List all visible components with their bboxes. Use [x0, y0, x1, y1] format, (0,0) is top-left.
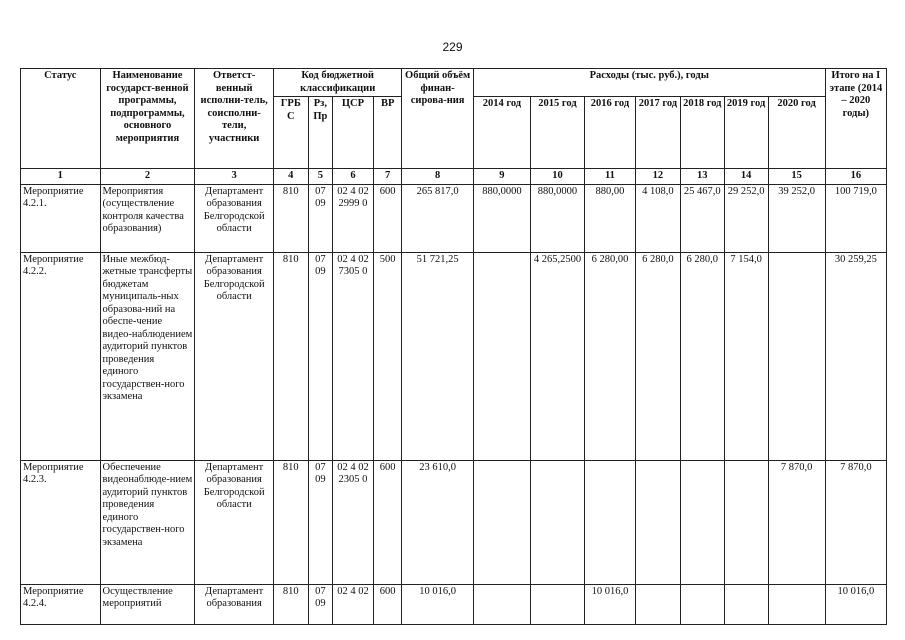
- header-status: Статус: [21, 69, 101, 169]
- page-number: 229: [442, 40, 463, 54]
- row-2016: 10 016,0: [584, 584, 635, 624]
- row-2014: [473, 252, 530, 460]
- row-2019: [724, 584, 768, 624]
- row-name: Обеспечение видеонаблюде-нием аудиторий пунктов проведения единого государствен-ного экзамена: [100, 460, 195, 584]
- row-2018: 6 280,0: [680, 252, 724, 460]
- column-number: 4: [273, 169, 308, 185]
- header-rzpr: Рз, Пр: [308, 97, 332, 169]
- row-grbs: 810: [273, 184, 308, 252]
- column-number: 12: [635, 169, 680, 185]
- row-responsible: Департамент образования Белгородской области: [195, 460, 274, 584]
- table-row: [21, 252, 887, 460]
- row-2014: [473, 584, 530, 624]
- row-csr: 02 4 02: [333, 584, 374, 624]
- row-name: Иные межбюд-жетные трансферты бюджетам муниципаль-ных образова-ний на обеспе-чение видео-наблюдением аудиторий пунктов проведения единого государствен-ного экзамена: [100, 252, 195, 460]
- column-number: 9: [473, 169, 530, 185]
- row-status: Мероприятие 4.2.3.: [21, 460, 101, 584]
- header-name: Наименование государст-венной программы, подпрограммы, основного мероприятия: [100, 69, 195, 169]
- row-2019: 29 252,0: [724, 184, 768, 252]
- row-rzpr: 07 09: [308, 460, 332, 584]
- row-responsible: Департамент образования Белгородской области: [195, 252, 274, 460]
- row-2017: [635, 460, 680, 584]
- row-responsible: Департамент образования: [195, 584, 274, 624]
- column-number: 13: [680, 169, 724, 185]
- row-2018: [680, 460, 724, 584]
- column-number: 2: [100, 169, 195, 185]
- row-2017: [635, 584, 680, 624]
- row-responsible: Департамент образования Белгородской области: [195, 184, 274, 252]
- row-total: 51 721,25: [402, 252, 473, 460]
- row-status: Мероприятие 4.2.1.: [21, 184, 101, 252]
- header-stage-total: Итого на I этапе (2014 – 2020 годы): [825, 69, 886, 169]
- row-grbs: 810: [273, 584, 308, 624]
- header-year-2018: 2018 год: [680, 97, 724, 169]
- row-2015: [530, 584, 584, 624]
- table-row: [21, 460, 887, 584]
- header-year-2017: 2017 год: [635, 97, 680, 169]
- row-2015: 4 265,2500: [530, 252, 584, 460]
- header-expenses: Расходы (тыс. руб.), годы: [473, 69, 825, 97]
- row-vr: 600: [373, 184, 402, 252]
- row-2018: 25 467,0: [680, 184, 724, 252]
- column-number-row: [21, 169, 887, 185]
- row-csr: 02 4 02 7305 0: [333, 252, 374, 460]
- header-responsible: Ответст-венный исполни-тель, соисполни-тели, участники: [195, 69, 274, 169]
- row-stage-total: 7 870,0: [825, 460, 886, 584]
- row-2016: 6 280,00: [584, 252, 635, 460]
- row-grbs: 810: [273, 460, 308, 584]
- column-number: 8: [402, 169, 473, 185]
- row-2017: 4 108,0: [635, 184, 680, 252]
- row-total: 10 016,0: [402, 584, 473, 624]
- header-vr: ВР: [373, 97, 402, 169]
- column-number: 10: [530, 169, 584, 185]
- row-2019: [724, 460, 768, 584]
- row-2014: [473, 460, 530, 584]
- budget-table: [20, 68, 887, 625]
- row-2018: [680, 584, 724, 624]
- row-status: Мероприятие 4.2.2.: [21, 252, 101, 460]
- row-status: Мероприятие 4.2.4.: [21, 584, 101, 624]
- column-number: 16: [825, 169, 886, 185]
- row-2020: 7 870,0: [768, 460, 825, 584]
- row-stage-total: 30 259,25: [825, 252, 886, 460]
- column-number: 7: [373, 169, 402, 185]
- row-vr: 600: [373, 584, 402, 624]
- row-total: 265 817,0: [402, 184, 473, 252]
- row-2016: [584, 460, 635, 584]
- row-name: Осуществление мероприятий: [100, 584, 195, 624]
- header-grbs: ГРБ С: [273, 97, 308, 169]
- row-2019: 7 154,0: [724, 252, 768, 460]
- row-rzpr: 07 09: [308, 252, 332, 460]
- row-2020: [768, 584, 825, 624]
- row-2017: 6 280,0: [635, 252, 680, 460]
- row-name: Мероприятия (осуществление контроля качества образования): [100, 184, 195, 252]
- column-number: 1: [21, 169, 101, 185]
- row-rzpr: 07 09: [308, 184, 332, 252]
- row-2020: [768, 252, 825, 460]
- header-budget-code: Код бюджетной классификации: [273, 69, 402, 97]
- header-row-1: [21, 69, 887, 97]
- header-year-2015: 2015 год: [530, 97, 584, 169]
- row-stage-total: 100 719,0: [825, 184, 886, 252]
- row-stage-total: 10 016,0: [825, 584, 886, 624]
- column-number: 5: [308, 169, 332, 185]
- column-number: 6: [333, 169, 374, 185]
- header-year-2014: 2014 год: [473, 97, 530, 169]
- row-2015: 880,0000: [530, 184, 584, 252]
- column-number: 14: [724, 169, 768, 185]
- row-2016: 880,00: [584, 184, 635, 252]
- row-2020: 39 252,0: [768, 184, 825, 252]
- header-total-volume: Общий объём финан-сирова-ния: [402, 69, 473, 169]
- row-vr: 500: [373, 252, 402, 460]
- table-row: [21, 184, 887, 252]
- row-total: 23 610,0: [402, 460, 473, 584]
- table-row: [21, 584, 887, 624]
- row-csr: 02 4 02 2999 0: [333, 184, 374, 252]
- row-rzpr: 07 09: [308, 584, 332, 624]
- row-vr: 600: [373, 460, 402, 584]
- column-number: 15: [768, 169, 825, 185]
- header-csr: ЦСР: [333, 97, 374, 169]
- header-year-2020: 2020 год: [768, 97, 825, 169]
- column-number: 3: [195, 169, 274, 185]
- column-number: 11: [584, 169, 635, 185]
- row-grbs: 810: [273, 252, 308, 460]
- row-csr: 02 4 02 2305 0: [333, 460, 374, 584]
- row-2014: 880,0000: [473, 184, 530, 252]
- header-year-2019: 2019 год: [724, 97, 768, 169]
- row-2015: [530, 460, 584, 584]
- header-year-2016: 2016 год: [584, 97, 635, 169]
